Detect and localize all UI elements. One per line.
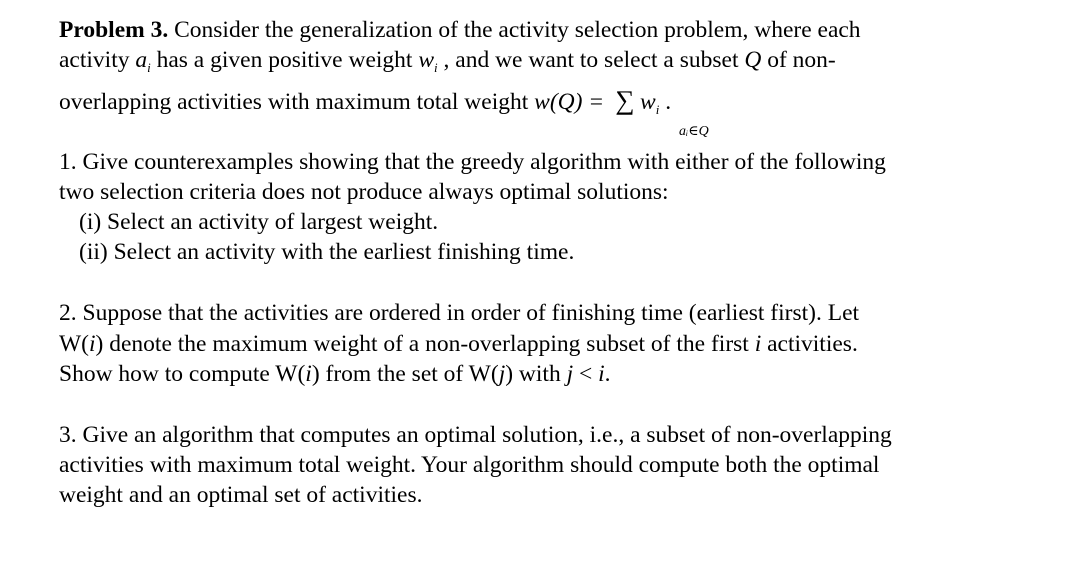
summation-symbol: ∑: [615, 85, 635, 115]
weight-symbol: w: [418, 47, 435, 73]
part2-line3-period: .: [604, 361, 611, 387]
problem-intro-line-2: [59, 46, 836, 82]
intro-text-a: activity: [59, 47, 136, 73]
formula-weight: w: [640, 89, 656, 115]
formula-weight-subscript: i: [655, 102, 660, 117]
part2-line3-cond-i: i: [598, 361, 605, 387]
intro-text-line3: overlapping activities with maximum total weight: [59, 89, 535, 115]
activity-symbol: a: [135, 47, 148, 73]
intro-text-b: has a given positive weight: [150, 47, 419, 73]
intro-text-c: , and we want to select a subset: [437, 47, 745, 73]
problem-heading: Problem 3.: [59, 17, 169, 43]
part2-line3-index-j: j: [498, 361, 506, 387]
part3-line-2: activities with maximum total weight. Your algorithm should compute both the optimal: [59, 452, 880, 478]
problem-intro-text: Consider the generalization of the activity selection problem, where each: [174, 17, 861, 43]
formula-lhs: w(Q) =: [534, 89, 605, 115]
formula-period: .: [659, 89, 672, 115]
problem-intro-line-3: [59, 86, 671, 124]
activity-subscript: i: [147, 60, 151, 75]
part1-item-2: (ii) Select an activity with the earliest finishing time.: [79, 239, 575, 265]
part2-line3-cond-j: j: [566, 361, 574, 387]
part1-line-1: 1. Give counterexamples showing that the greedy algorithm with either of the following: [59, 149, 886, 175]
part3-line-1: 3. Give an algorithm that computes an optimal solution, i.e., a subset of non-overlapping: [59, 422, 892, 448]
part1-item-1: (i) Select an activity of largest weight.: [79, 209, 439, 235]
summation-index: aᵢ∈Q: [679, 124, 709, 139]
part3-line-3: weight and an optimal set of activities.: [59, 482, 423, 508]
problem-intro-line-1: [59, 16, 861, 44]
part1-line-2: two selection criteria does not produce always optimal solutions:: [59, 179, 669, 205]
weight-subscript: i: [434, 60, 438, 75]
part2-line-2: [59, 330, 858, 358]
part2-line3-index-i: i: [305, 361, 312, 387]
intro-text-d: of non-: [761, 47, 836, 73]
part2-text-a: W(: [59, 331, 90, 357]
part2-index-i: i: [89, 331, 96, 357]
part2-line3-text-c: ) with: [505, 361, 567, 387]
part2-index-i2: i: [754, 331, 762, 357]
part2-line-1: 2. Suppose that the activities are ordered in order of finishing time (earliest first). Let: [59, 300, 860, 326]
part2-line3-text-b: ) from the set of W(: [311, 361, 499, 387]
part2-text-b: ) denote the maximum weight of a non-overlapping subset of the first: [95, 331, 755, 357]
part2-line3-text-a: Show how to compute W(: [59, 361, 306, 387]
part2-line-3: [59, 360, 611, 388]
part2-text-c: activities.: [761, 331, 858, 357]
subset-symbol: Q: [744, 47, 762, 73]
part2-line3-less-than: <: [573, 361, 599, 387]
